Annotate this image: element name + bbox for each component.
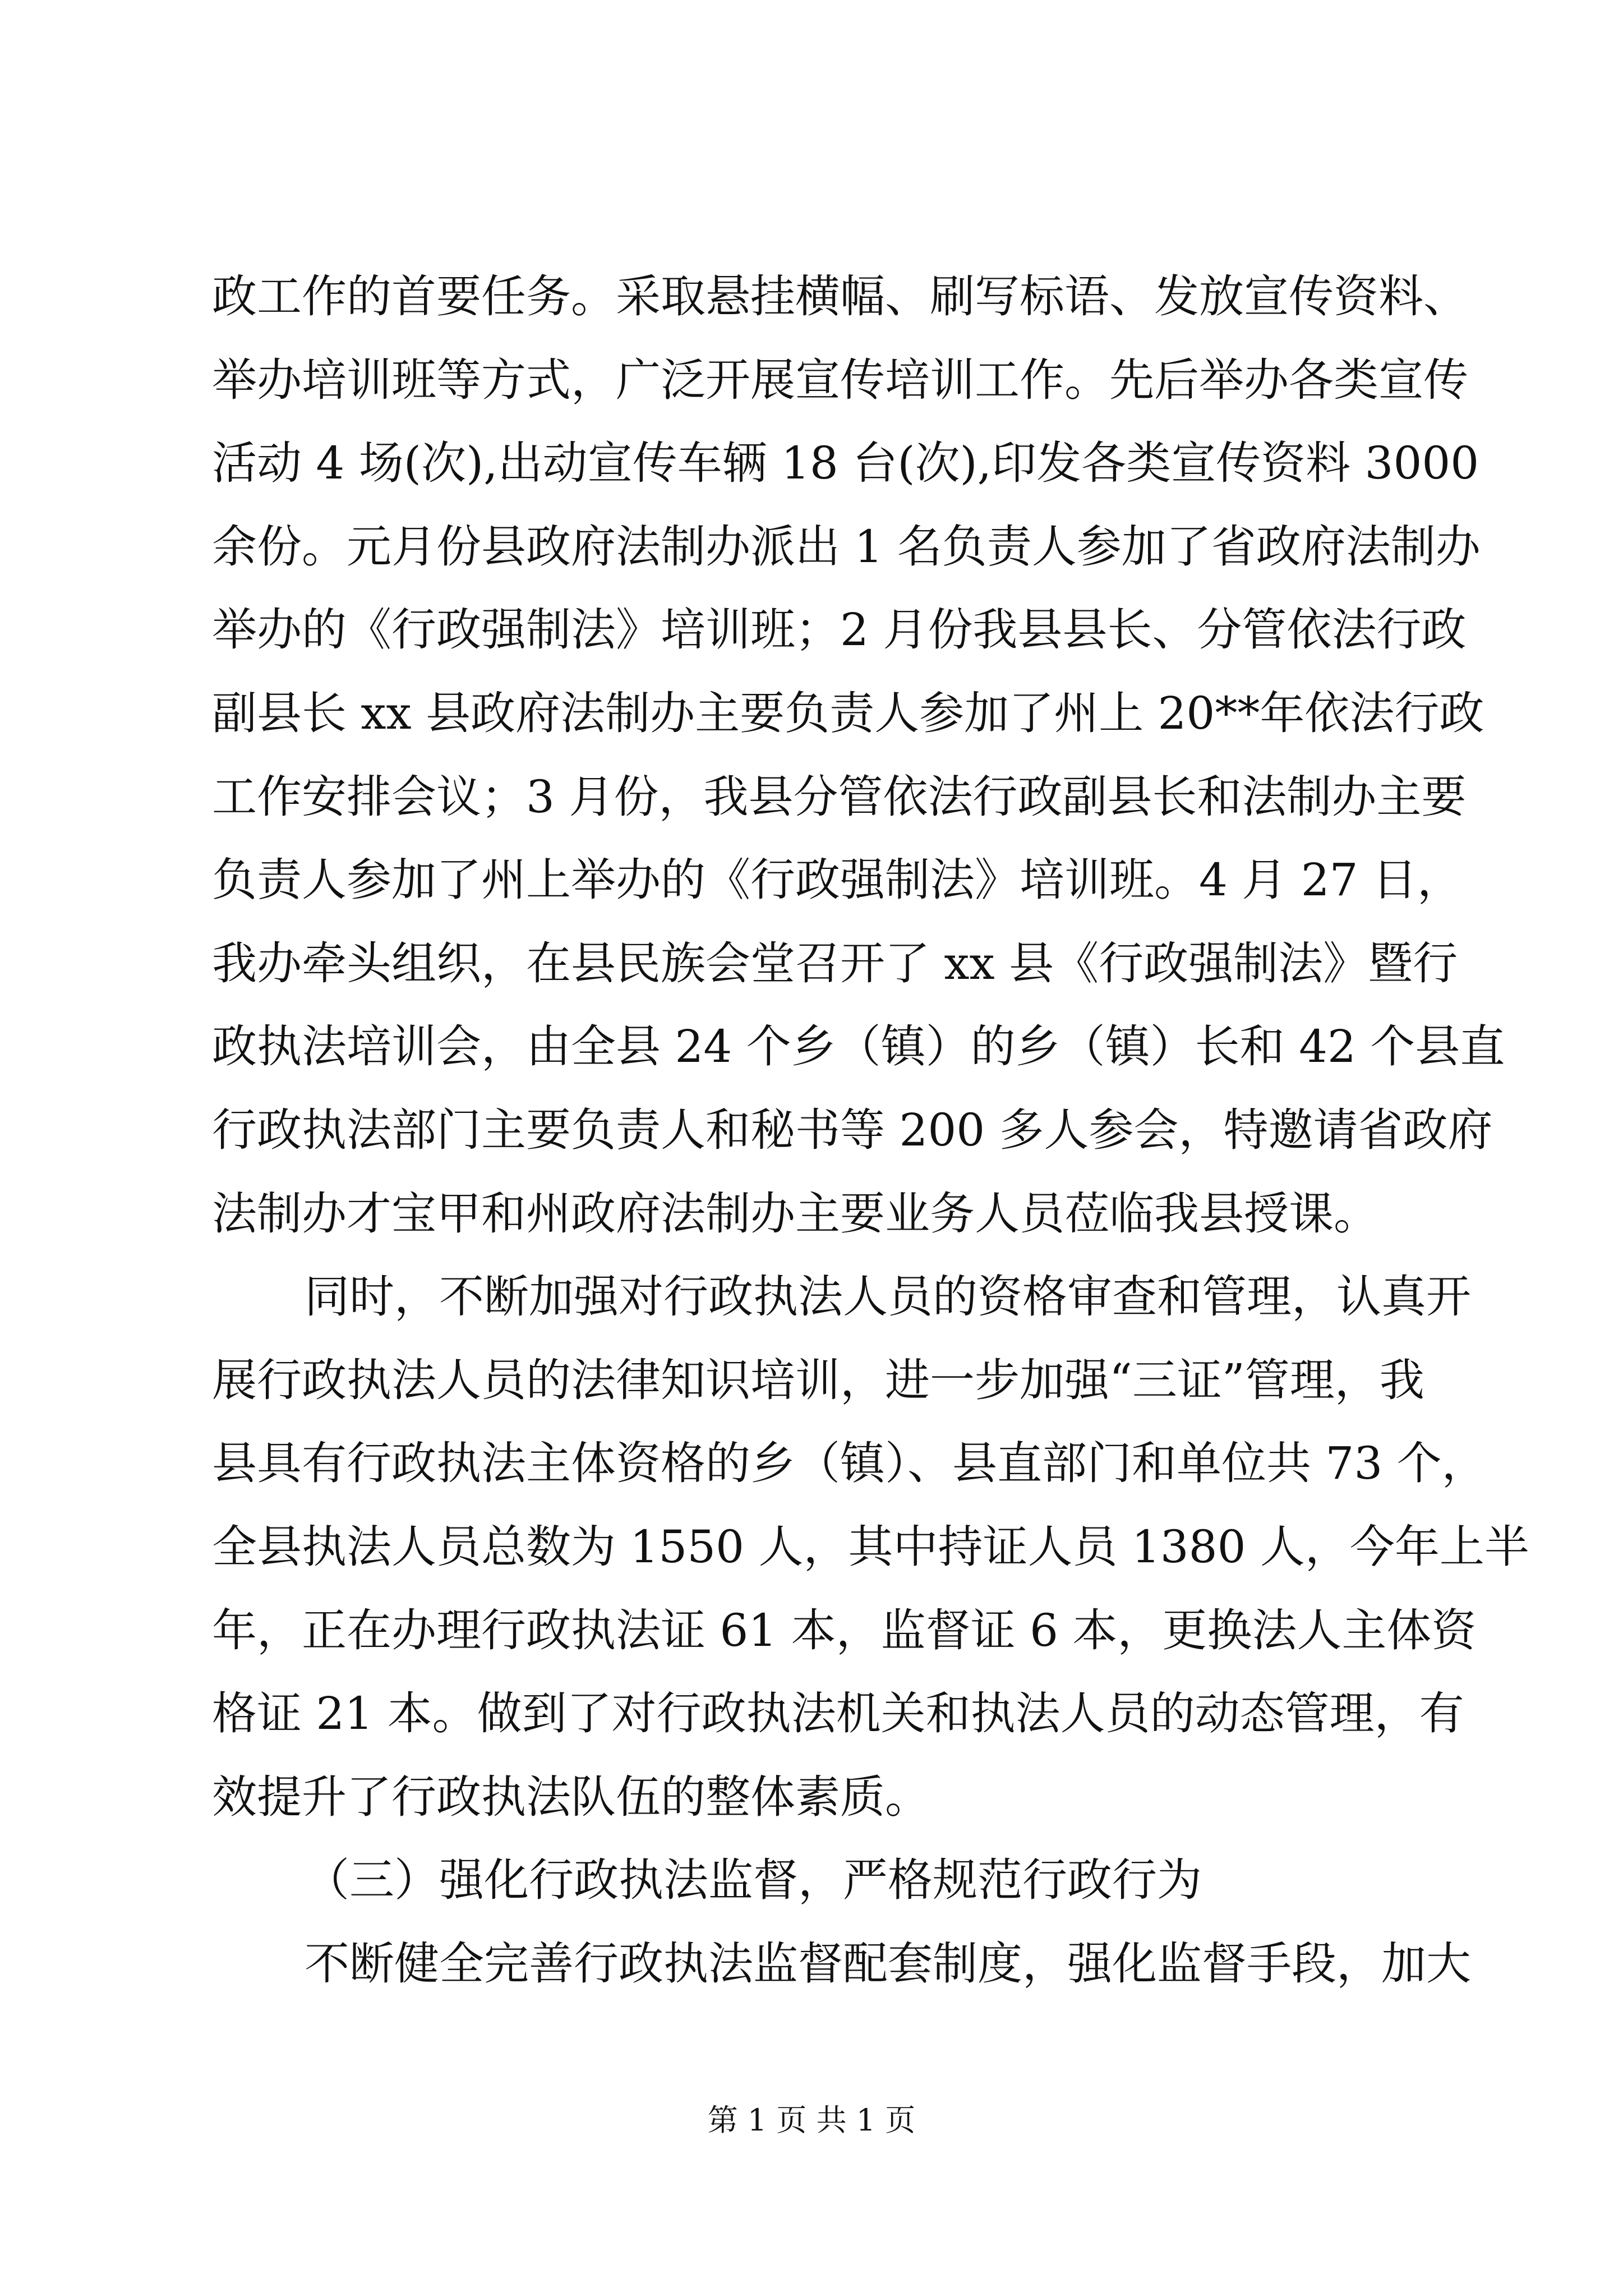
paragraph-2 xyxy=(212,1255,1529,1839)
text-line: 全县执法人员总数为 1550 人，其中持证人员 1380 人，今年上半 xyxy=(212,1520,1529,1573)
text-line: 负责人参加了州上举办的《行政强制法》培训班。4 月 27 日， xyxy=(212,854,1462,907)
text-line: 政工作的首要任务。采取悬挂横幅、刷写标语、发放宣传资料、 xyxy=(212,270,1468,323)
page-footer xyxy=(0,2101,1623,2140)
text-line: 效提升了行政执法队伍的整体素质。 xyxy=(212,1770,930,1823)
heading-line: （三）强化行政执法监督，严格规范行政行为 xyxy=(305,1854,1202,1907)
text-line: 不断健全完善行政执法监督配套制度，强化监督手段，加大 xyxy=(305,1937,1471,1990)
text-line: 活动 4 场(次),出动宣传车辆 18 台(次),印发各类宣传资料 3000 xyxy=(212,437,1479,490)
text-line: 行政执法部门主要负责人和秘书等 200 多人参会，特邀请省政府 xyxy=(212,1103,1493,1156)
page-number-label: 第 1 页 共 1 页 xyxy=(707,2102,916,2138)
text-line: 举办培训班等方式，广泛开展宣传培训工作。先后举办各类宣传 xyxy=(212,353,1468,406)
section-heading xyxy=(212,1839,1423,1922)
text-line: 政执法培训会，由全县 24 个乡（镇）的乡（镇）长和 42 个县直 xyxy=(212,1020,1505,1073)
text-line: 同时，不断加强对行政执法人员的资格审查和管理，认真开 xyxy=(305,1271,1471,1323)
text-line: 余份。元月份县政府法制办派出 1 名负责人参加了省政府法制办 xyxy=(212,520,1481,573)
text-line: 展行政执法人员的法律知识培训，进一步加强“三证”管理，我 xyxy=(212,1354,1424,1406)
text-line: 法制办才宝甲和州政府法制办主要业务人员莅临我县授课。 xyxy=(212,1187,1378,1240)
text-line: 工作安排会议；3 月份，我县分管依法行政副县长和法制办主要 xyxy=(212,770,1467,823)
document-body xyxy=(212,255,1529,2005)
paragraph-1 xyxy=(212,255,1505,1255)
text-line: 县具有行政执法主体资格的乡（镇）、县直部门和单位共 73 个， xyxy=(212,1437,1487,1490)
text-line: 副县长 xx 县政府法制办主要负责人参加了州上 20**年依法行政 xyxy=(212,687,1484,739)
text-line: 举办的《行政强制法》培训班；2 月份我县县长、分管依法行政 xyxy=(212,604,1467,656)
text-line: 年，正在办理行政执法证 61 本，监督证 6 本，更换法人主体资 xyxy=(212,1604,1477,1657)
text-line: 我办牵头组织，在县民族会堂召开了 xx 县《行政强制法》暨行 xyxy=(212,937,1458,990)
text-line: 格证 21 本。做到了对行政执法机关和执法人员的动态管理，有 xyxy=(212,1687,1464,1740)
paragraph-3 xyxy=(212,1922,1471,2006)
